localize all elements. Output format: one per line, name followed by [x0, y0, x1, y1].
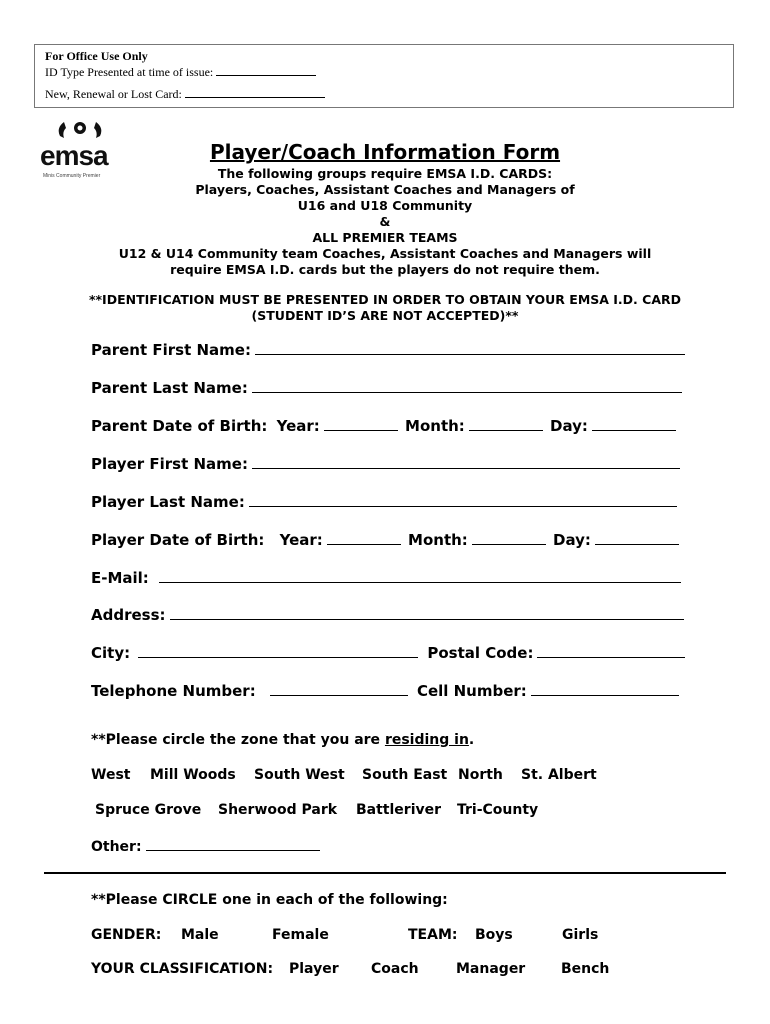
zone-other-row — [91, 836, 320, 855]
player-dob-month-blank[interactable] — [472, 528, 546, 545]
logo-subtitle: Minis Community Premier — [43, 173, 101, 179]
intro-line-1: The following groups require EMSA I.D. CARDS: — [217, 166, 553, 181]
id-type-blank[interactable] — [216, 64, 316, 76]
gender-option-male[interactable]: Male — [181, 927, 219, 943]
team-option-girls[interactable]: Girls — [562, 927, 599, 943]
zone-prompt-suffix: . — [468, 732, 475, 748]
player-first-name-row — [91, 452, 680, 473]
player-dob-month-label: Month: — [408, 531, 468, 549]
player-last-name-blank[interactable] — [249, 490, 677, 507]
player-first-name-blank[interactable] — [252, 452, 680, 469]
zone-option-tri-county[interactable]: Tri-County — [457, 802, 539, 818]
id-warning-line-2: (STUDENT ID’S ARE NOT ACCEPTED)** — [251, 308, 519, 323]
zone-option-spruce-grove[interactable]: Spruce Grove — [95, 802, 202, 818]
zone-prompt-prefix: **Please circle the zone that you are — [91, 732, 385, 748]
city-postal-row — [91, 641, 685, 662]
parent-dob-month-label: Month: — [405, 417, 465, 435]
cell-number-blank[interactable] — [531, 679, 679, 696]
office-use-box — [34, 44, 734, 108]
email-label: E-Mail: — [91, 569, 149, 587]
player-last-name-row — [91, 490, 677, 511]
cell-number-label: Cell Number: — [416, 682, 527, 700]
email-blank[interactable] — [159, 566, 681, 583]
zone-option-st-albert[interactable]: St. Albert — [521, 767, 597, 783]
parent-last-name-row — [91, 376, 682, 397]
player-dob-year-blank[interactable] — [327, 528, 401, 545]
id-warning-line-1: **IDENTIFICATION MUST BE PRESENTED IN ORDER TO OBTAIN YOUR EMSA I.D. CARD — [88, 292, 682, 307]
player-dob-row — [91, 528, 679, 549]
zone-option-sherwood-park[interactable]: Sherwood Park — [218, 802, 338, 818]
parent-dob-row — [91, 414, 676, 435]
gender-option-female[interactable]: Female — [272, 927, 329, 943]
parent-first-name-blank[interactable] — [255, 338, 685, 355]
city-blank[interactable] — [138, 641, 418, 658]
parent-last-name-blank[interactable] — [252, 376, 682, 393]
intro-line-7: require EMSA I.D. cards but the players do not require them. — [170, 262, 600, 277]
zone-option-mill-woods[interactable]: Mill Woods — [150, 767, 236, 783]
parent-dob-year-label: Year: — [276, 417, 320, 435]
section-divider — [44, 872, 726, 874]
intro-line-2: Players, Coaches, Assistant Coaches and Managers of — [195, 182, 575, 197]
address-label: Address: — [91, 606, 166, 624]
telephone-blank[interactable] — [270, 679, 408, 696]
parent-first-name-label: Parent First Name: — [91, 341, 251, 359]
card-status-blank[interactable] — [185, 86, 325, 98]
card-status-label: New, Renewal or Lost Card: — [45, 87, 182, 101]
zone-other-label: Other: — [91, 839, 142, 855]
form-title: Player/Coach Information Form — [209, 140, 561, 164]
zone-option-south-west[interactable]: South West — [254, 767, 345, 783]
parent-dob-month-blank[interactable] — [469, 414, 543, 431]
player-dob-day-label: Day: — [553, 531, 591, 549]
intro-line-5: ALL PREMIER TEAMS — [312, 230, 458, 245]
zone-option-south-east[interactable]: South East — [362, 767, 448, 783]
intro-line-6: U12 & U14 Community team Coaches, Assistant Coaches and Managers will — [118, 246, 652, 261]
team-option-boys[interactable]: Boys — [475, 927, 513, 943]
parent-first-name-row — [91, 338, 685, 359]
classification-label: YOUR CLASSIFICATION: — [91, 961, 274, 977]
email-row — [91, 566, 681, 587]
city-label: City: — [91, 644, 131, 662]
player-last-name-label: Player Last Name: — [91, 493, 245, 511]
zone-prompt — [91, 732, 474, 748]
parent-dob-day-blank[interactable] — [592, 414, 676, 431]
zone-option-west[interactable]: West — [91, 767, 131, 783]
team-label: TEAM: — [408, 927, 458, 943]
zone-other-blank[interactable] — [146, 836, 320, 851]
office-use-title: For Office Use Only — [45, 49, 148, 63]
intro-line-4: & — [379, 214, 391, 229]
address-blank[interactable] — [170, 603, 684, 620]
postal-code-label: Postal Code: — [427, 644, 534, 662]
logo-wordmark: emsa — [40, 140, 108, 171]
player-dob-label: Player Date of Birth: — [91, 531, 265, 549]
card-status-row — [45, 86, 723, 101]
parent-dob-day-label: Day: — [550, 417, 588, 435]
id-type-row — [45, 64, 723, 79]
circle-prompt: **Please CIRCLE one in each of the following: — [91, 892, 448, 908]
class-option-manager[interactable]: Manager — [456, 961, 526, 977]
parent-dob-label: Parent Date of Birth: — [91, 417, 268, 435]
gender-label: GENDER: — [91, 927, 162, 943]
id-type-label: ID Type Presented at time of issue: — [45, 65, 214, 79]
player-first-name-label: Player First Name: — [91, 455, 248, 473]
class-option-coach[interactable]: Coach — [371, 961, 419, 977]
class-option-bench[interactable]: Bench — [561, 961, 610, 977]
player-dob-year-label: Year: — [279, 531, 323, 549]
postal-code-blank[interactable] — [537, 641, 685, 658]
telephone-label: Telephone Number: — [91, 682, 256, 700]
parent-last-name-label: Parent Last Name: — [91, 379, 248, 397]
player-dob-day-blank[interactable] — [595, 528, 679, 545]
telephone-cell-row — [91, 679, 679, 700]
class-option-player[interactable]: Player — [289, 961, 339, 977]
parent-dob-year-blank[interactable] — [324, 414, 398, 431]
zone-prompt-underlined: residing in — [384, 732, 469, 748]
intro-line-3: U16 and U18 Community — [297, 198, 473, 213]
zone-option-battleriver[interactable]: Battleriver — [356, 802, 442, 818]
zone-option-north[interactable]: North — [458, 767, 503, 783]
address-row — [91, 603, 684, 624]
